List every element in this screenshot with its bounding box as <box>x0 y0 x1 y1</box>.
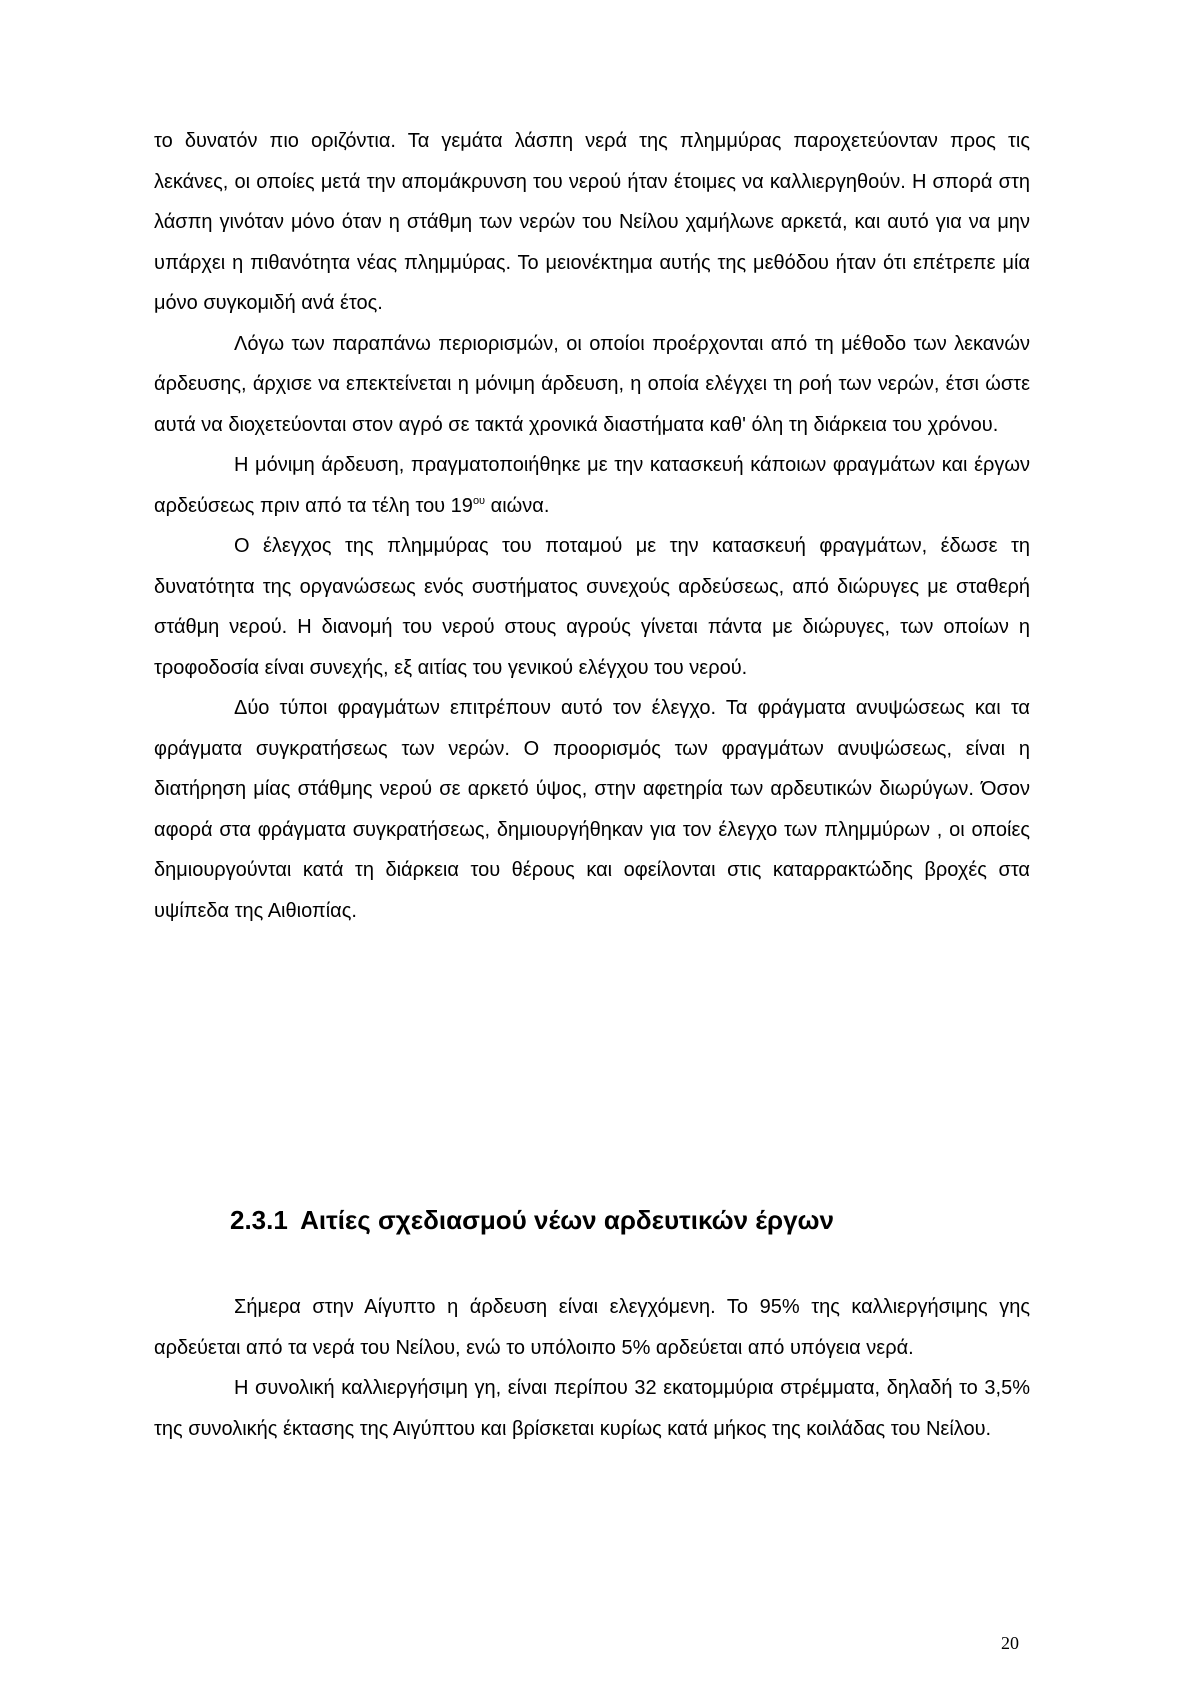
section-title: Αιτίες σχεδιασμού νέων αρδευτικών έργων <box>300 1205 834 1235</box>
paragraph-5: Δύο τύποι φραγμάτων επιτρέπουν αυτό τον έλεγχο. Τα φράγματα ανυψώσεως και τα φράγματα συγκρατήσεως των νερών. Ο προορισμός των φραγμάτων ανυψώσεως, είναι η διατήρηση μίας στάθμης νερού σε αρκετό ύψος, στην αφετηρία των αρδευτικών διωρύγων. Όσον αφορά στα φράγματα συγκρατήσεως, δημιουργήθηκαν για τον έλεγχο των πλημμύρων , οι οποίες δημιουργούνται κατά τη διάρκεια του θέρους και οφείλονται στις καταρρακτώδης βροχές στα υψίπεδα της Αιθιοπίας. <box>154 697 1030 922</box>
section-number: 2.3.1 <box>230 1205 288 1235</box>
page-number: 20 <box>1001 1633 1019 1653</box>
paragraph-3-text: Η μόνιμη άρδευση, πραγματοποιήθηκε με την κατασκευή κάποιων φραγμάτων και έργων αρδεύσεως πριν από τα τέλη του 19 <box>154 454 1030 517</box>
section-heading <box>230 1205 834 1236</box>
body-text <box>154 121 1030 931</box>
paragraph-1: το δυνατόν πιο οριζόντια. Τα γεμάτα λάσπη νερά της πλημμύρας παροχετεύονταν προς τις λεκάνες, οι οποίες μετά την απομάκρυνση του νερού ήταν έτοιμες να καλλιεργηθούν. Η σπορά στη λάσπη γινόταν μόνο όταν η στάθμη των νερών του Νείλου χαμήλωνε αρκετά, και αυτό για να μην υπάρχει η πιθανότητα νέας πλημμύρας. Το μειονέκτημα αυτής της μεθόδου ήταν ότι επέτρεπε μία μόνο συγκομιδή ανά έτος. <box>154 130 1030 314</box>
paragraph-7: Η συνολική καλλιεργήσιμη γη, είναι περίπου 32 εκατομμύρια στρέμματα, δηλαδή το 3,5% της συνολικής έκτασης της Αιγύπτου και βρίσκεται κυρίως κατά μήκος της κοιλάδας του Νείλου. <box>154 1377 1030 1440</box>
ordinal-superscript: ου <box>472 494 486 507</box>
paragraph-3 <box>154 445 1030 526</box>
section-body-text <box>154 1287 1030 1449</box>
paragraph-3-end: αιώνα. <box>485 494 550 517</box>
paragraph-6: Σήμερα στην Αίγυπτο η άρδευση είναι ελεγχόμενη. Το 95% της καλλιεργήσιμης γης αρδεύεται από τα νερά του Νείλου, ενώ το υπόλοιπο 5% αρδεύεται από υπόγεια νερά. <box>154 1296 1030 1359</box>
paragraph-2: Λόγω των παραπάνω περιορισμών, οι οποίοι προέρχονται από τη μέθοδο των λεκανών άρδευσης, άρχισε να επεκτείνεται η μόνιμη άρδευση, η οποία ελέγχει τη ροή των νερών, έτσι ώστε αυτά να διοχετεύονται στον αγρό σε τακτά χρονικά διαστήματα καθ' όλη τη διάρκεια του χρόνου. <box>154 332 1030 436</box>
paragraph-4: Ο έλεγχος της πλημμύρας του ποταμού με την κατασκευή φραγμάτων, έδωσε τη δυνατότητα της οργανώσεως ενός συστήματος συνεχούς αρδεύσεως, από διώρυγες με σταθερή στάθμη νερού. Η διανομή του νερού στους αγρούς γίνεται πάντα με διώρυγες, των οποίων η τροφοδοσία είναι συνεχής, εξ αιτίας του γενικού ελέγχου του νερού. <box>154 535 1030 679</box>
